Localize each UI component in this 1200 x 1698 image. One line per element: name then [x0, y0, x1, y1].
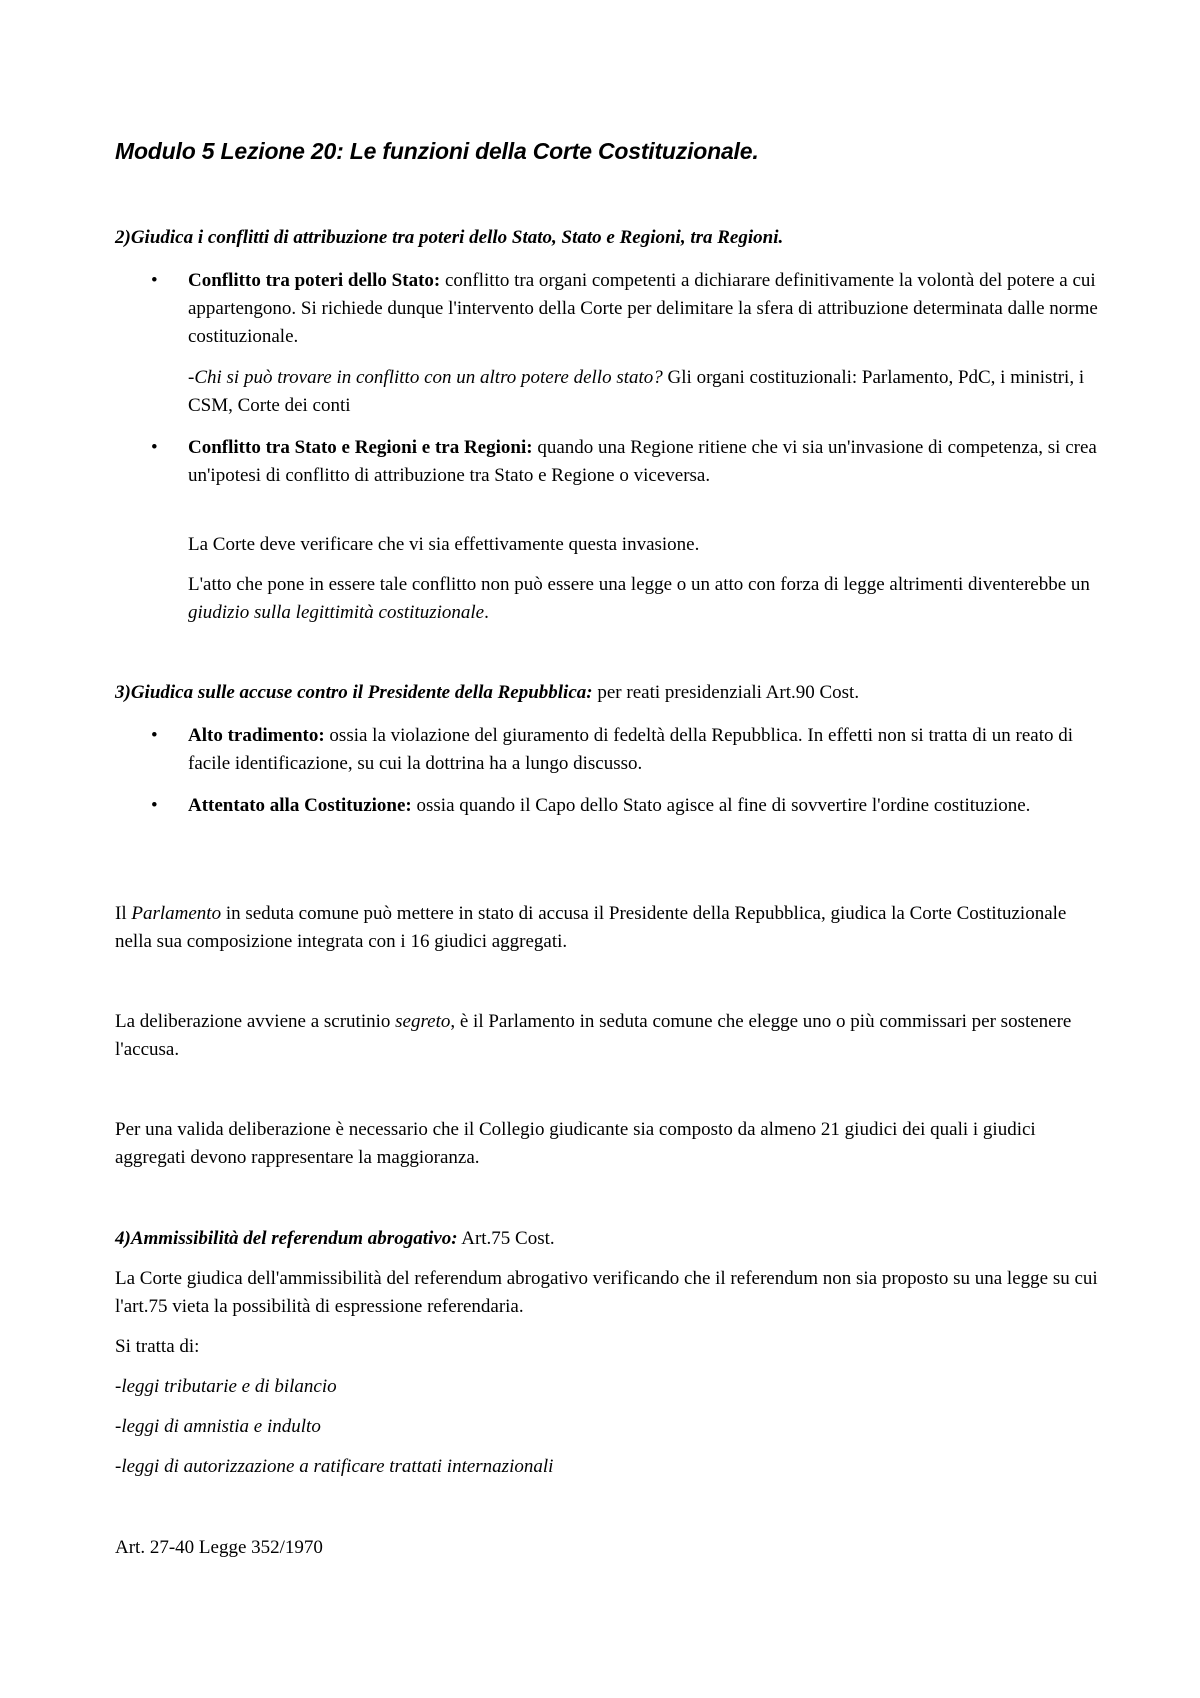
atto-italic: giudizio sulla legittimità costituzionale: [188, 602, 485, 623]
term-label: Conflitto tra Stato e Regioni e tra Regioni:: [188, 437, 533, 458]
deliberazione-pre: La deliberazione avviene a scrutinio: [115, 1011, 396, 1032]
legge-reference: Art. 27-40 Legge 352/1970: [115, 1537, 323, 1558]
term-label: Conflitto tra poteri dello Stato:: [188, 270, 441, 291]
referendum-paragraph: La Corte giudica dell'ammissibilità del referendum abrogativo verificando che il referendum non sia proposto su una legge su cui l'art.75 vieta la possibilità di espressione referendaria.: [115, 1268, 1098, 1317]
list-item-attentato: [188, 792, 1105, 820]
valida-deliberazione-paragraph: Per una valida deliberazione è necessario che il Collegio giudicante sia composto da almeno 21 giudici dei quali i giudici aggregati devono rappresentare la maggioranza.: [115, 1119, 1036, 1168]
parlamento-paragraph: [115, 900, 1105, 956]
list-item-conflitto-poteri: [188, 267, 1105, 351]
item-text: quando una Regione ritiene che vi sia un'invasione di competenza, si crea un'ipotesi di conflitto di attribuzione tra Stato e Regione o viceversa.: [188, 437, 1097, 486]
bullet-1: •: [151, 270, 158, 291]
atto-paragraph: [188, 571, 1105, 627]
list-item: [115, 1373, 1105, 1401]
bullet-3: •: [151, 725, 158, 746]
list-item-text: -leggi tributarie e di bilancio: [115, 1376, 337, 1397]
item-text: conflitto tra organi competenti a dichiarare definitivamente la volontà del potere a cui appartengono. Si richiede dunque l'intervento della Corte per delimitare la sfera di attribuzione determinata dalle norme costituzionale.: [188, 270, 1098, 347]
deliberazione-post: , è il Parlamento in seduta comune che elegge uno o più commissari per sostenere l'accusa.: [115, 1011, 1072, 1060]
atto-end: .: [484, 602, 489, 623]
list-item: [115, 1453, 1105, 1481]
list-item-text: -leggi di amnistia e indulto: [115, 1416, 321, 1437]
bullet-4: •: [151, 795, 158, 816]
document-title: Modulo 5 Lezione 20: Le funzioni della Corte Costituzionale.: [115, 138, 759, 164]
bullet-2: •: [151, 437, 158, 458]
si-tratta-intro: Si tratta di:: [115, 1336, 200, 1357]
question-answer: Gli organi costituzionali: Parlamento, PdC, i ministri, i CSM, Corte dei conti: [188, 367, 1085, 416]
atto-text: L'atto che pone in essere tale conflitto non può essere una legge o un atto con forza di legge altrimenti diventerebbe un: [188, 574, 1090, 595]
list-item: [115, 1413, 1105, 1441]
parlamento-italic: Parlamento: [131, 903, 222, 924]
parlamento-pre: Il: [115, 903, 132, 924]
section-3-heading-bold: 3)Giudica sulle accuse contro il Presidente della Repubblica:: [115, 682, 593, 703]
item-text: ossia quando il Capo dello Stato agisce al fine di sovvertire l'ordine costituzione.: [411, 795, 1031, 816]
deliberazione-italic: segreto: [395, 1011, 451, 1032]
section-3-heading-rest: per reati presidenziali Art.90 Cost.: [592, 682, 860, 703]
deliberazione-paragraph: [115, 1008, 1105, 1064]
section-4-heading-bold: 4)Ammissibilità del referendum abrogativo:: [115, 1228, 458, 1249]
term-label: Alto tradimento:: [188, 725, 325, 746]
term-label: Attentato alla Costituzione:: [188, 795, 412, 816]
question-paragraph: [188, 364, 1105, 420]
section-4-heading: [115, 1225, 1105, 1253]
list-item-alto-tradimento: [188, 722, 1105, 778]
item-text: ossia la violazione del giuramento di fedeltà della Repubblica. In effetti non si tratta di un reato di facile identificazione, su cui la dottrina ha a lungo discusso.: [188, 725, 1074, 774]
section-2-heading: 2)Giudica i conflitti di attribuzione tra poteri dello Stato, Stato e Regioni, tra Regioni.: [115, 227, 784, 248]
corte-verifica-paragraph: La Corte deve verificare che vi sia effettivamente questa invasione.: [188, 534, 700, 555]
list-item-text: -leggi di autorizzazione a ratificare trattati internazionali: [115, 1456, 554, 1477]
question-italic: -Chi si può trovare in conflitto con un altro potere dello stato?: [188, 367, 663, 388]
parlamento-post: in seduta comune può mettere in stato di accusa il Presidente della Repubblica, giudica la Corte Costituzionale nella sua composizione integrata con i 16 giudici aggregati.: [115, 903, 1067, 952]
section-3-heading: [115, 679, 1105, 707]
section-4-heading-rest: Art.75 Cost.: [457, 1228, 555, 1249]
list-item-conflitto-regioni: [188, 434, 1105, 490]
